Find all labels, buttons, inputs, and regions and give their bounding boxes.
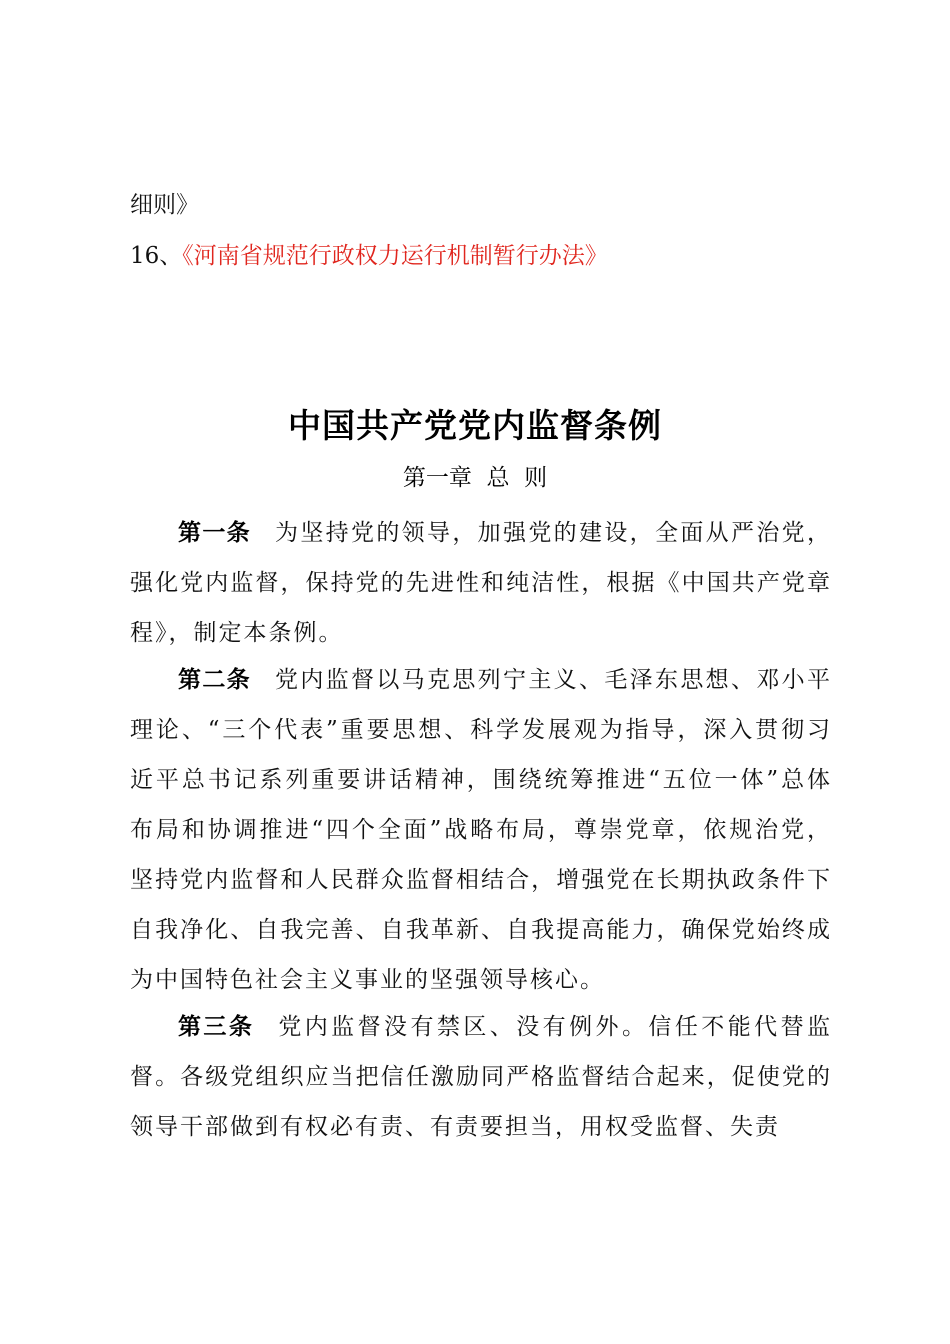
- list-item-link[interactable]: 《河南省规范行政权力运行机制暂行办法》: [182, 243, 608, 269]
- chapter-heading: 第一章 总 则: [402, 465, 548, 491]
- list-item-16: [130, 241, 608, 271]
- article-text: 党内监督以马克思列宁主义、毛泽东思想、邓小平理论、“三个代表”重要思想、科学发展观为指导，深入贯彻习近平总书记系列重要讲话精神，围绕统筹推进“五位一体”总体布局和协调推进“四个全面”战略布局，尊崇党章，依规治党，坚持党内监督和人民群众监督相结合，增强党在长期执政条件下自我净化、自我完善、自我革新、自我提高能力，确保党始终成为中国特色社会主义事业的坚强领导核心。: [130, 667, 832, 993]
- article-2: [130, 655, 832, 1005]
- continuation-text: 细则》: [130, 192, 199, 218]
- article-heading: 第二条: [178, 667, 251, 693]
- article-text: 党内监督没有禁区、没有例外。信任不能代替监督。各级党组织应当把信任激励同严格监督结合起来，促使党的领导干部做到有权必有责、有责要担当，用权受监督、失责: [130, 1014, 833, 1140]
- article-text: 为坚持党的领导，加强党的建设，全面从严治党，强化党内监督，保持党的先进性和纯洁性，根据《中国共产党章程》，制定本条例。: [130, 520, 832, 646]
- article-1: [130, 508, 832, 658]
- article-heading: 第三条: [178, 1014, 255, 1040]
- article-heading: 第一条: [178, 520, 251, 546]
- article-3: [130, 1002, 832, 1152]
- list-item-number: 16、: [130, 243, 183, 269]
- document-title: 中国共产党党内监督条例: [288, 406, 662, 445]
